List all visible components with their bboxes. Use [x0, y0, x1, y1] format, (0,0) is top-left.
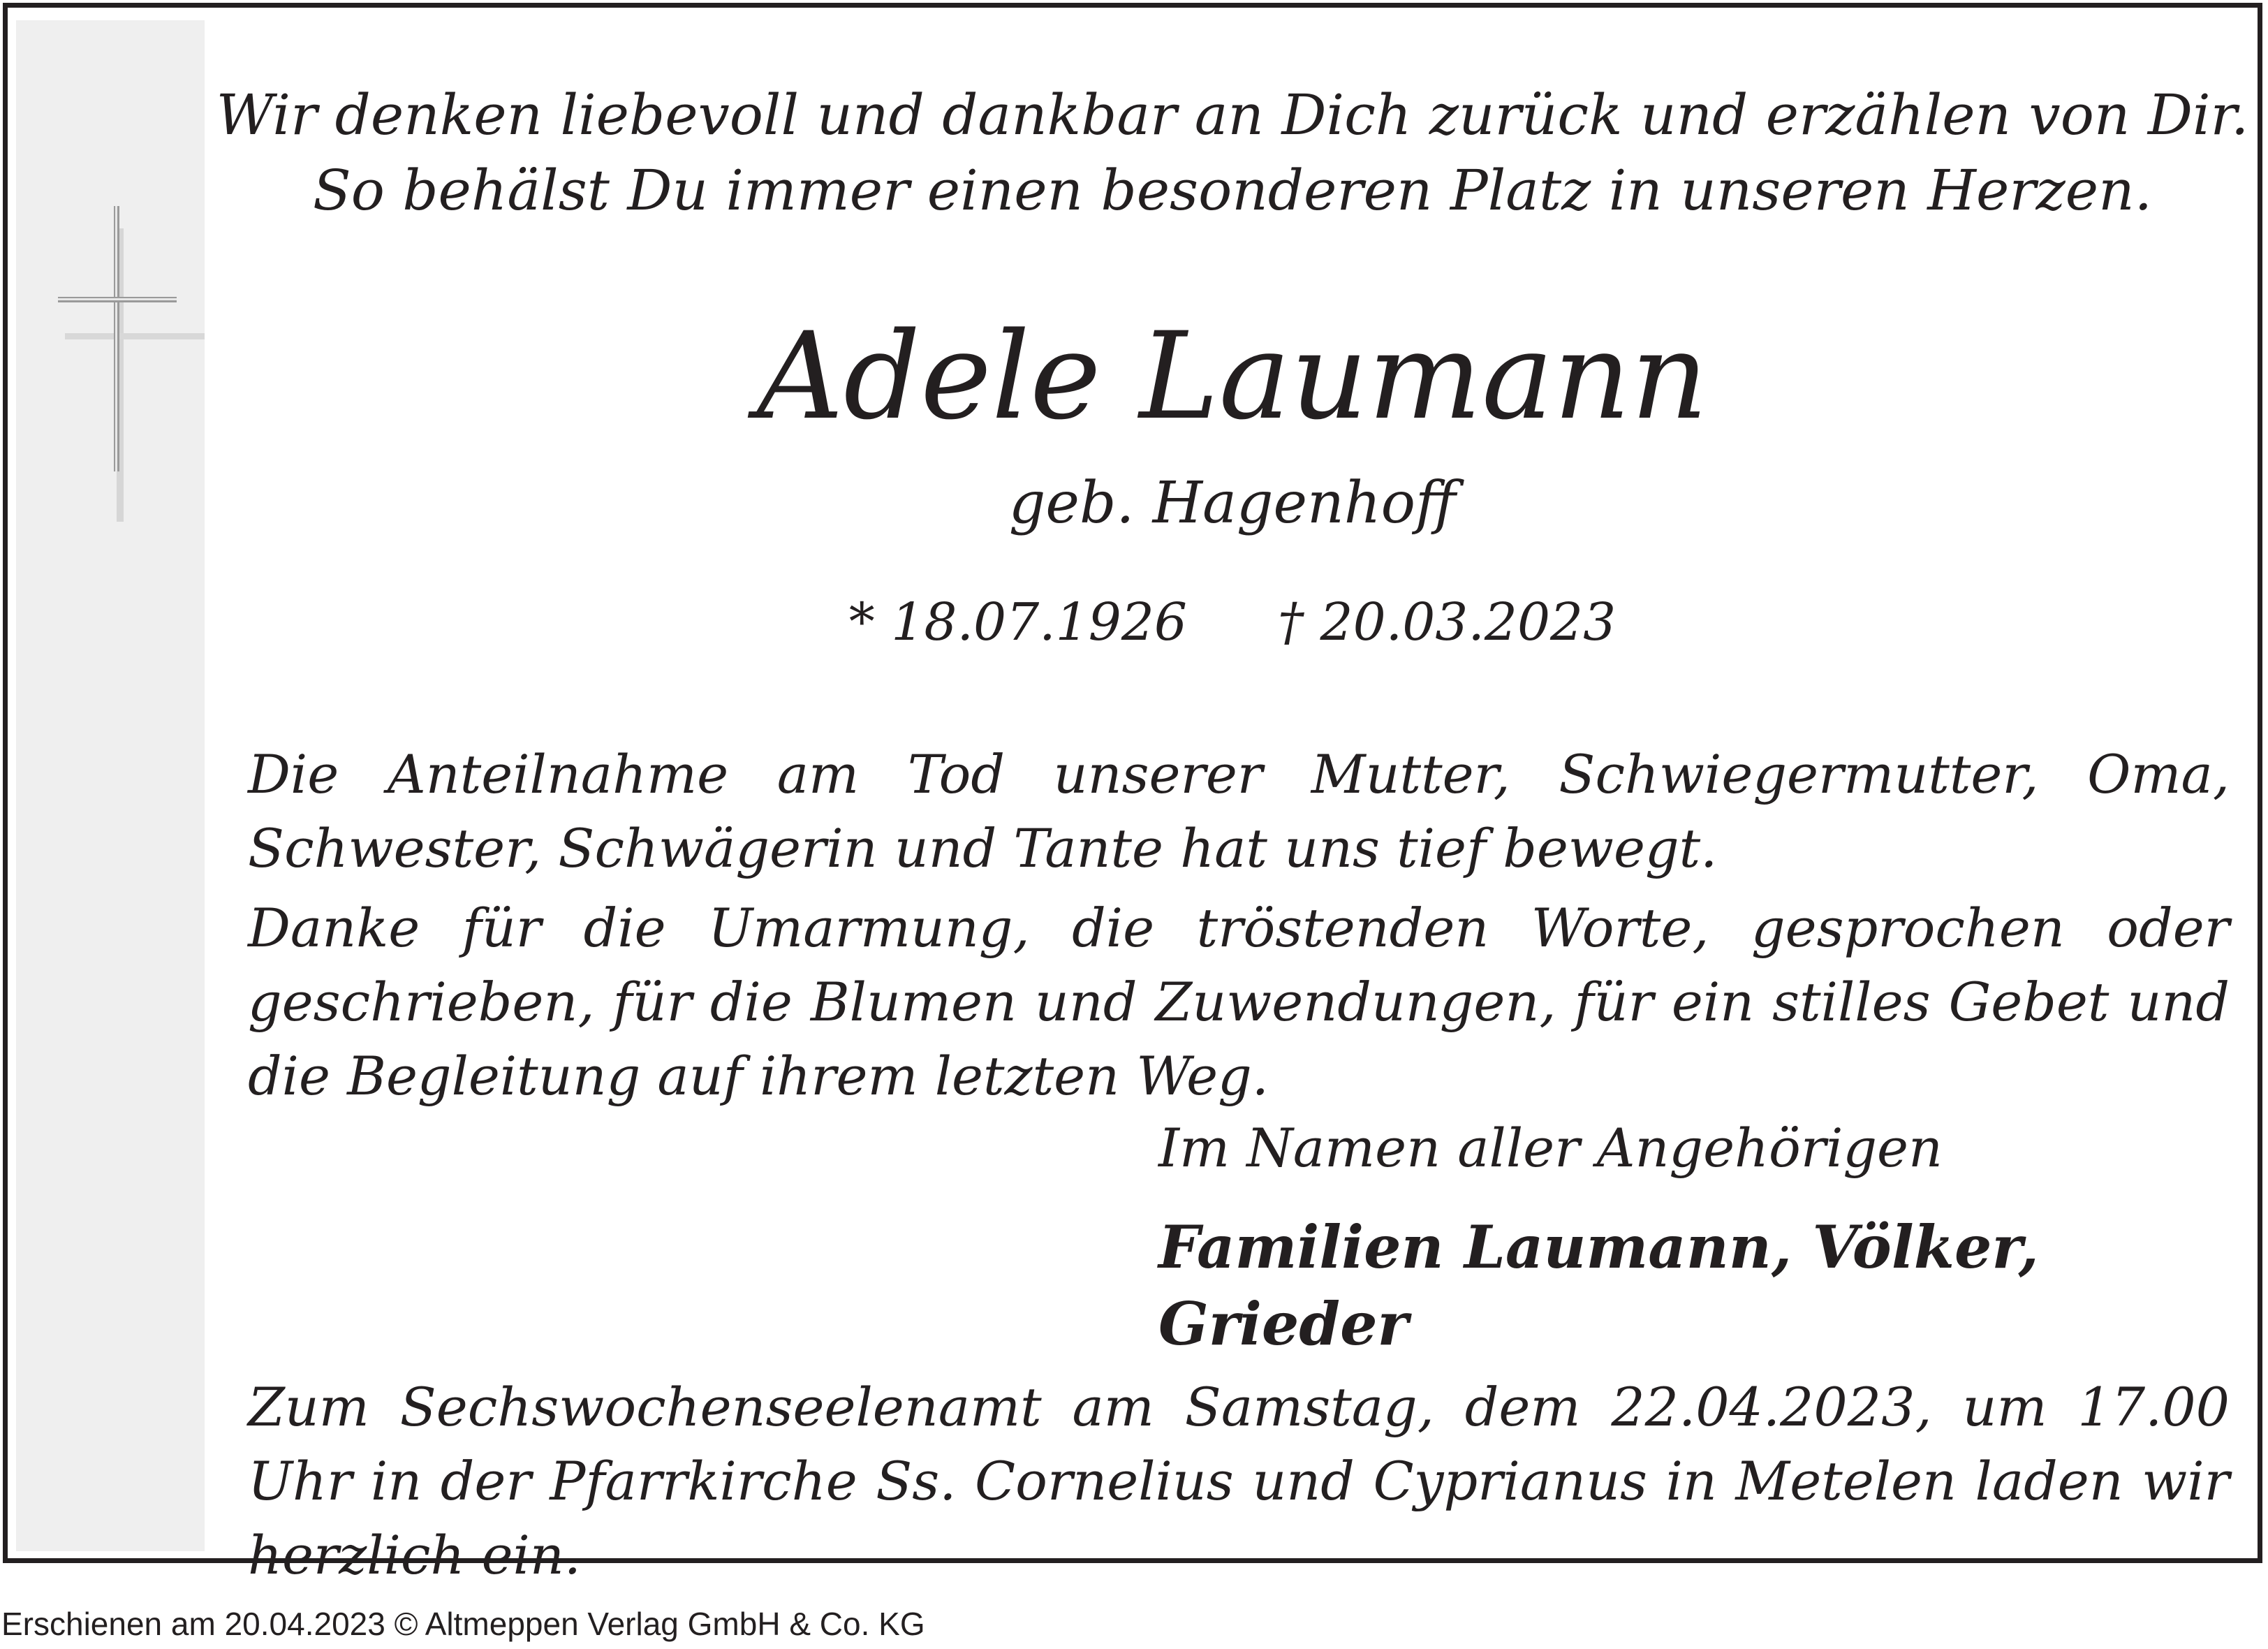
motto-line-2: So behälst Du immer einen besonderen Platz in unseren Herzen. — [312, 158, 2153, 223]
motto-line-1: Wir denken liebevoll und dankbar an Dich zurück und erzählen von Dir. — [216, 82, 2249, 147]
thanks-paragraph-1: Die Anteilnahme am Tod unserer Mutter, Schwiegermutter, Oma, Schwester, Schwägerin und Tante hat uns tief bewegt. — [248, 743, 2230, 879]
birth-name: geb. Hagenhoff — [1008, 470, 1457, 536]
signature-intro: Im Namen aller Angehörigen — [1158, 1117, 1943, 1179]
thanks-paragraph-2: Danke für die Umarmung, die tröstenden Worte, gesprochen oder geschrieben, für die Blumen und Zuwendungen, für ein stilles Gebet und die Begleitung auf ihrem letzten Weg. — [248, 897, 2230, 1107]
death-date: † 20.03.2023 — [1278, 592, 1617, 652]
cross-icon — [44, 200, 205, 522]
service-notice: Zum Sechswochenseelenamt am Samstag, dem 22.04.2023, um 17.00 Uhr in der Pfarrkirche Ss. Cornelius und Cyprianus in Metelen laden wir herzlich ein. — [248, 1376, 2230, 1586]
signature-families: Familien Laumann, Völker, Grieder — [1158, 1212, 2039, 1358]
publication-footer: Erschienen am 20.04.2023 © Altmeppen Verlag GmbH & Co. KG — [1, 1606, 925, 1642]
obituary-frame — [3, 3, 2262, 1586]
life-dates — [205, 587, 2260, 657]
memorial-motto — [205, 78, 2260, 228]
deceased-name: Adele Laumann — [756, 306, 1709, 446]
birth-date: * 18.07.1926 — [848, 592, 1187, 652]
decorative-sidebar — [16, 20, 205, 1551]
